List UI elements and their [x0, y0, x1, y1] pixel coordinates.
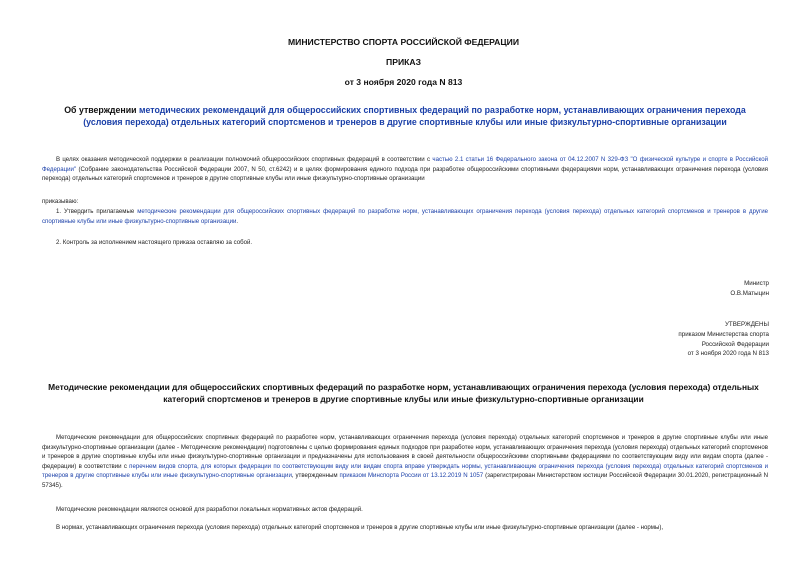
order-word: приказываю: [42, 198, 79, 205]
preamble-text-1: В целях оказания методической поддержки в реализации полномочий общероссийских спортивных федераций в соответствии с [56, 156, 433, 163]
preamble-text-2: (Собрание законодательства Российской Федерации 2007, N 50, ст.6242) и в целях формирования единого подхода при разработке общероссийскими спортивными федерациями норм, устанавливающих ограничения перехода (условия перехода) отдельных категорий спортсменов и тренеров в другие спортивные клубы или иные физкультурно-спортивные организации [42, 165, 768, 183]
section-title: Методические рекомендации для общероссийских спортивных федераций по разработке норм, устанавливающих ограничения перехода (условия перехода) отдельных категорий спортсменов и тренеров в другие спортивные клубы или иные физкультурно-спортивные организации [48, 382, 759, 404]
title-prefix: Об утверждении [64, 105, 139, 115]
order-title [55, 104, 755, 128]
order-item-1 [42, 207, 768, 226]
body-paragraph-2: Методические рекомендации являются основой для разработки локальных нормативных актов федераций. [56, 506, 363, 513]
body1-text-2: , утвержденным [291, 472, 340, 480]
body1-list-link[interactable]: перечнем видов спорта, для которых федерации по соответствующим виду или видам спорта вправе утверждать нормы, устанавливающие ограничения перехода (условия перехода) отдельных категорий спортсменов и тренеров в другие спортивные клубы или иные физкультурно-спортивные организации [42, 462, 768, 480]
item1-text-1: 1. Утвердить прилагаемые [56, 208, 138, 215]
approved-block [678, 320, 769, 359]
order-item-2: 2. Контроль за исполнением настоящего приказа оставляю за собой. [56, 239, 253, 246]
approved-line-4: от 3 ноября 2020 года N 813 [687, 350, 769, 358]
approved-line-2: приказом Министерства спорта [678, 330, 769, 338]
approved-line-1: УТВЕРЖДЕНЫ [725, 321, 769, 328]
signature-position: Министр [744, 280, 769, 287]
signature-name: О.В.Матыцин [730, 289, 769, 297]
item1-text-2: . [236, 217, 239, 225]
body1-text-1: Методические рекомендации для общероссийских спортивных федераций по разработке норм, устанавливающих ограничения перехода (условия перехода) отдельных категорий спортсменов и тренеров в другие спортивные клубы или иные физкультурно-спортивные организации (далее - Методические рекомендации) подготовлены с целью формирования единых подходов при разработке норм, устанавливающих ограничения перехода (условия перехода) отдельных категорий спортсменов и тренеров в другие спортивные клубы или иные физкультурно-спортивные организации и предназначены для использования в своей деятельности общероссийскими спортивными федерациями по соответствующим виду или видам спорта (далее - федерации) в соответствии с [42, 434, 768, 470]
signature-block [730, 279, 769, 299]
preamble-paragraph [42, 155, 768, 184]
title-link[interactable]: методических рекомендаций для общероссийских спортивных федераций по разработке норм, устанавливающих ограничения перехода (условия перехода) отдельных категорий спортсменов и тренеров в другие спортивные клубы или иные физкультурно-спортивные организации [83, 105, 746, 127]
date-number-heading: от 3 ноября 2020 года N 813 [344, 77, 463, 87]
ministry-heading: МИНИСТЕРСТВО СПОРТА РОССИЙСКОЙ ФЕДЕРАЦИИ [287, 37, 519, 47]
item1-link[interactable]: методические рекомендации для общероссийских спортивных федераций по разработке норм, устанавливающих ограничения перехода (условия перехода) отдельных категорий спортсменов и тренеров в другие спортивные клубы или иные физкультурно-спортивные организации [42, 208, 768, 225]
body-paragraph-1 [42, 433, 768, 491]
doc-type-heading: ПРИКАЗ [386, 57, 421, 67]
body-paragraph-3: В нормах, устанавливающих ограничения перехода (условия перехода) отдельных категорий спортсменов и тренеров в другие спортивные клубы или иные физкультурно-спортивные организации (далее - нормы), [56, 524, 664, 531]
body1-text-3: (зарегистрирован Министерством юстиции Российской Федерации 30.01.2020, регистрационный N 57345). [42, 472, 769, 489]
preamble-law-link[interactable]: частью 2.1 статьи 16 Федерального закона от 04.12.2007 N 329-ФЗ "О физической культуре и спорте в Российской Федерации" [42, 156, 768, 173]
approved-line-3: Российской Федерации [701, 340, 769, 348]
body1-order-link[interactable]: приказом Минспорта России от 13.12.2019 N 1057 [339, 472, 484, 480]
